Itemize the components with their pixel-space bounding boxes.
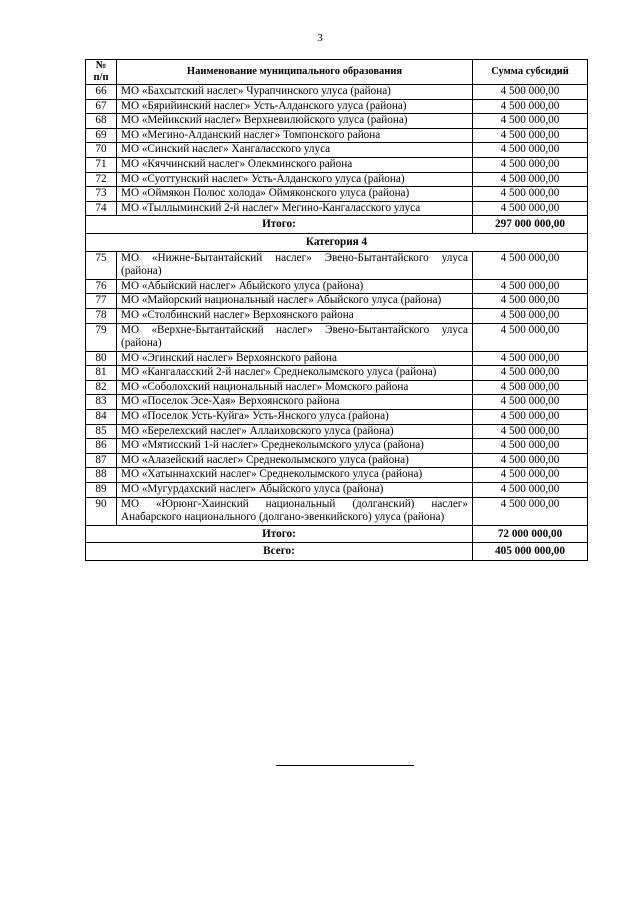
row-number: 77 xyxy=(86,294,117,309)
grand-total-sum: 405 000 000,00 xyxy=(473,543,588,561)
table-row xyxy=(86,468,588,483)
row-subsidy-sum: 4 500 000,00 xyxy=(473,395,588,410)
row-subsidy-sum: 4 500 000,00 xyxy=(473,294,588,309)
table-row xyxy=(86,351,588,366)
row-number: 67 xyxy=(86,99,117,114)
row-municipality-name: МО «Абыйский наслег» Абыйского улуса (района) xyxy=(117,279,473,294)
page-number: 3 xyxy=(317,32,323,44)
group1-total-row xyxy=(86,216,588,234)
row-municipality-name: МО «Мятисский 1-й наслег» Среднеколымского улуса (района) xyxy=(117,439,473,454)
row-municipality-name: МО «Хатыннахский наслег» Среднеколымского улуса (района) xyxy=(117,468,473,483)
row-number: 66 xyxy=(86,85,117,100)
row-municipality-name: МО «Верхне-Бытантайский наслег» Эвено-Бытантайского улуса (района) xyxy=(117,323,473,351)
row-number: 84 xyxy=(86,410,117,425)
table-row xyxy=(86,99,588,114)
row-number: 90 xyxy=(86,497,117,525)
row-municipality-name: МО «Майорский национальный наслег» Абыйского улуса (района) xyxy=(117,294,473,309)
row-municipality-name: МО «Нижне-Бытантайский наслег» Эвено-Бытантайского улуса (района) xyxy=(117,251,473,279)
row-number: 69 xyxy=(86,128,117,143)
group2-total-label: Итого: xyxy=(86,525,473,543)
row-municipality-name: МО «Алазейский наслег» Среднеколымского улуса (района) xyxy=(117,453,473,468)
row-number: 78 xyxy=(86,308,117,323)
row-subsidy-sum: 4 500 000,00 xyxy=(473,351,588,366)
table-row xyxy=(86,172,588,187)
row-municipality-name: МО «Соболохский национальный наслег» Момского района xyxy=(117,380,473,395)
table-row xyxy=(86,439,588,454)
totals-section xyxy=(86,525,588,560)
row-subsidy-sum: 4 500 000,00 xyxy=(473,279,588,294)
row-subsidy-sum: 4 500 000,00 xyxy=(473,172,588,187)
row-municipality-name: МО «Кангаласский 2-й наслег» Среднеколымского улуса (района) xyxy=(117,366,473,381)
table-row xyxy=(86,410,588,425)
row-number: 89 xyxy=(86,483,117,498)
header-num: № п/п xyxy=(86,60,117,85)
table-row xyxy=(86,424,588,439)
row-municipality-name: МО «Эгинский наслег» Верхоянского района xyxy=(117,351,473,366)
row-subsidy-sum: 4 500 000,00 xyxy=(473,308,588,323)
category-label: Категория 4 xyxy=(86,233,588,251)
table-row xyxy=(86,187,588,202)
row-number: 71 xyxy=(86,157,117,172)
row-number: 68 xyxy=(86,114,117,129)
row-number: 76 xyxy=(86,279,117,294)
row-subsidy-sum: 4 500 000,00 xyxy=(473,323,588,351)
header-row xyxy=(86,60,588,85)
grand-total-row xyxy=(86,543,588,561)
subsidies-table xyxy=(85,59,588,561)
row-subsidy-sum: 4 500 000,00 xyxy=(473,497,588,525)
row-municipality-name: МО «Синский наслег» Хангаласского улуса xyxy=(117,143,473,158)
group2-rows xyxy=(86,251,588,525)
group2-total-row xyxy=(86,525,588,543)
row-subsidy-sum: 4 500 000,00 xyxy=(473,453,588,468)
header-sum: Сумма субсидий xyxy=(473,60,588,85)
grand-total-label: Всего: xyxy=(86,543,473,561)
table-row xyxy=(86,85,588,100)
row-number: 82 xyxy=(86,380,117,395)
table-row xyxy=(86,201,588,216)
row-number: 79 xyxy=(86,323,117,351)
row-subsidy-sum: 4 500 000,00 xyxy=(473,439,588,454)
row-subsidy-sum: 4 500 000,00 xyxy=(473,157,588,172)
row-number: 73 xyxy=(86,187,117,202)
table-row xyxy=(86,128,588,143)
row-subsidy-sum: 4 500 000,00 xyxy=(473,201,588,216)
row-number: 88 xyxy=(86,468,117,483)
row-subsidy-sum: 4 500 000,00 xyxy=(473,251,588,279)
row-municipality-name: МО «Поселок Усть-Куйга» Усть-Янского улуса (района) xyxy=(117,410,473,425)
table-row xyxy=(86,157,588,172)
table-row xyxy=(86,308,588,323)
table-header xyxy=(86,60,588,85)
table-row xyxy=(86,483,588,498)
group2-total-sum: 72 000 000,00 xyxy=(473,525,588,543)
row-municipality-name: МО «Оймякон Полюс холода» Оймяконского улуса (района) xyxy=(117,187,473,202)
row-subsidy-sum: 4 500 000,00 xyxy=(473,483,588,498)
row-subsidy-sum: 4 500 000,00 xyxy=(473,380,588,395)
group1-total-label: Итого: xyxy=(86,216,473,234)
row-municipality-name: МО «Тыллыминский 2-й наслег» Мегино-Кангаласского улуса xyxy=(117,201,473,216)
row-number: 81 xyxy=(86,366,117,381)
row-subsidy-sum: 4 500 000,00 xyxy=(473,128,588,143)
row-municipality-name: МО «Бахсытский наслег» Чурапчинского улуса (района) xyxy=(117,85,473,100)
row-number: 83 xyxy=(86,395,117,410)
row-subsidy-sum: 4 500 000,00 xyxy=(473,410,588,425)
table-row xyxy=(86,143,588,158)
row-subsidy-sum: 4 500 000,00 xyxy=(473,187,588,202)
row-municipality-name: МО «Мугурдахский наслег» Абыйского улуса (района) xyxy=(117,483,473,498)
row-number: 87 xyxy=(86,453,117,468)
row-number: 75 xyxy=(86,251,117,279)
row-subsidy-sum: 4 500 000,00 xyxy=(473,424,588,439)
row-number: 70 xyxy=(86,143,117,158)
row-subsidy-sum: 4 500 000,00 xyxy=(473,99,588,114)
row-subsidy-sum: 4 500 000,00 xyxy=(473,114,588,129)
row-number: 85 xyxy=(86,424,117,439)
row-number: 86 xyxy=(86,439,117,454)
row-number: 72 xyxy=(86,172,117,187)
group1-total-sum: 297 000 000,00 xyxy=(473,216,588,234)
table-row xyxy=(86,366,588,381)
row-municipality-name: МО «Юрюнг-Хаинский национальный (долганский) наслег» Анабарского национального (долгано-эвенкийского) улуса (района) xyxy=(117,497,473,525)
row-municipality-name: МО «Мегино-Алданский наслег» Томпонского района xyxy=(117,128,473,143)
table-row xyxy=(86,380,588,395)
row-municipality-name: МО «Поселок Эсе-Хая» Верхоянского района xyxy=(117,395,473,410)
table-row xyxy=(86,323,588,351)
row-subsidy-sum: 4 500 000,00 xyxy=(473,468,588,483)
row-municipality-name: МО «Столбинский наслег» Верхоянского района xyxy=(117,308,473,323)
row-municipality-name: МО «Бярийинский наслег» Усть-Алданского улуса (района) xyxy=(117,99,473,114)
row-municipality-name: МО «Кяччинский наслег» Олекминского района xyxy=(117,157,473,172)
table-row xyxy=(86,279,588,294)
group1-rows xyxy=(86,85,588,216)
category-row xyxy=(86,233,588,251)
row-municipality-name: МО «Мейикский наслег» Верхневилюйского улуса (района) xyxy=(117,114,473,129)
table-row xyxy=(86,395,588,410)
group1-total-section xyxy=(86,216,588,251)
row-number: 80 xyxy=(86,351,117,366)
header-name: Наименование муниципального образования xyxy=(117,60,473,85)
table-row xyxy=(86,114,588,129)
row-municipality-name: МО «Берелехский наслег» Аллаиховского улуса (района) xyxy=(117,424,473,439)
table-row xyxy=(86,497,588,525)
row-subsidy-sum: 4 500 000,00 xyxy=(473,366,588,381)
signature-line xyxy=(276,765,414,766)
table-row xyxy=(86,453,588,468)
row-subsidy-sum: 4 500 000,00 xyxy=(473,85,588,100)
row-number: 74 xyxy=(86,201,117,216)
table-row xyxy=(86,251,588,279)
table-row xyxy=(86,294,588,309)
row-subsidy-sum: 4 500 000,00 xyxy=(473,143,588,158)
row-municipality-name: МО «Суоттунский наслег» Усть-Алданского улуса (района) xyxy=(117,172,473,187)
